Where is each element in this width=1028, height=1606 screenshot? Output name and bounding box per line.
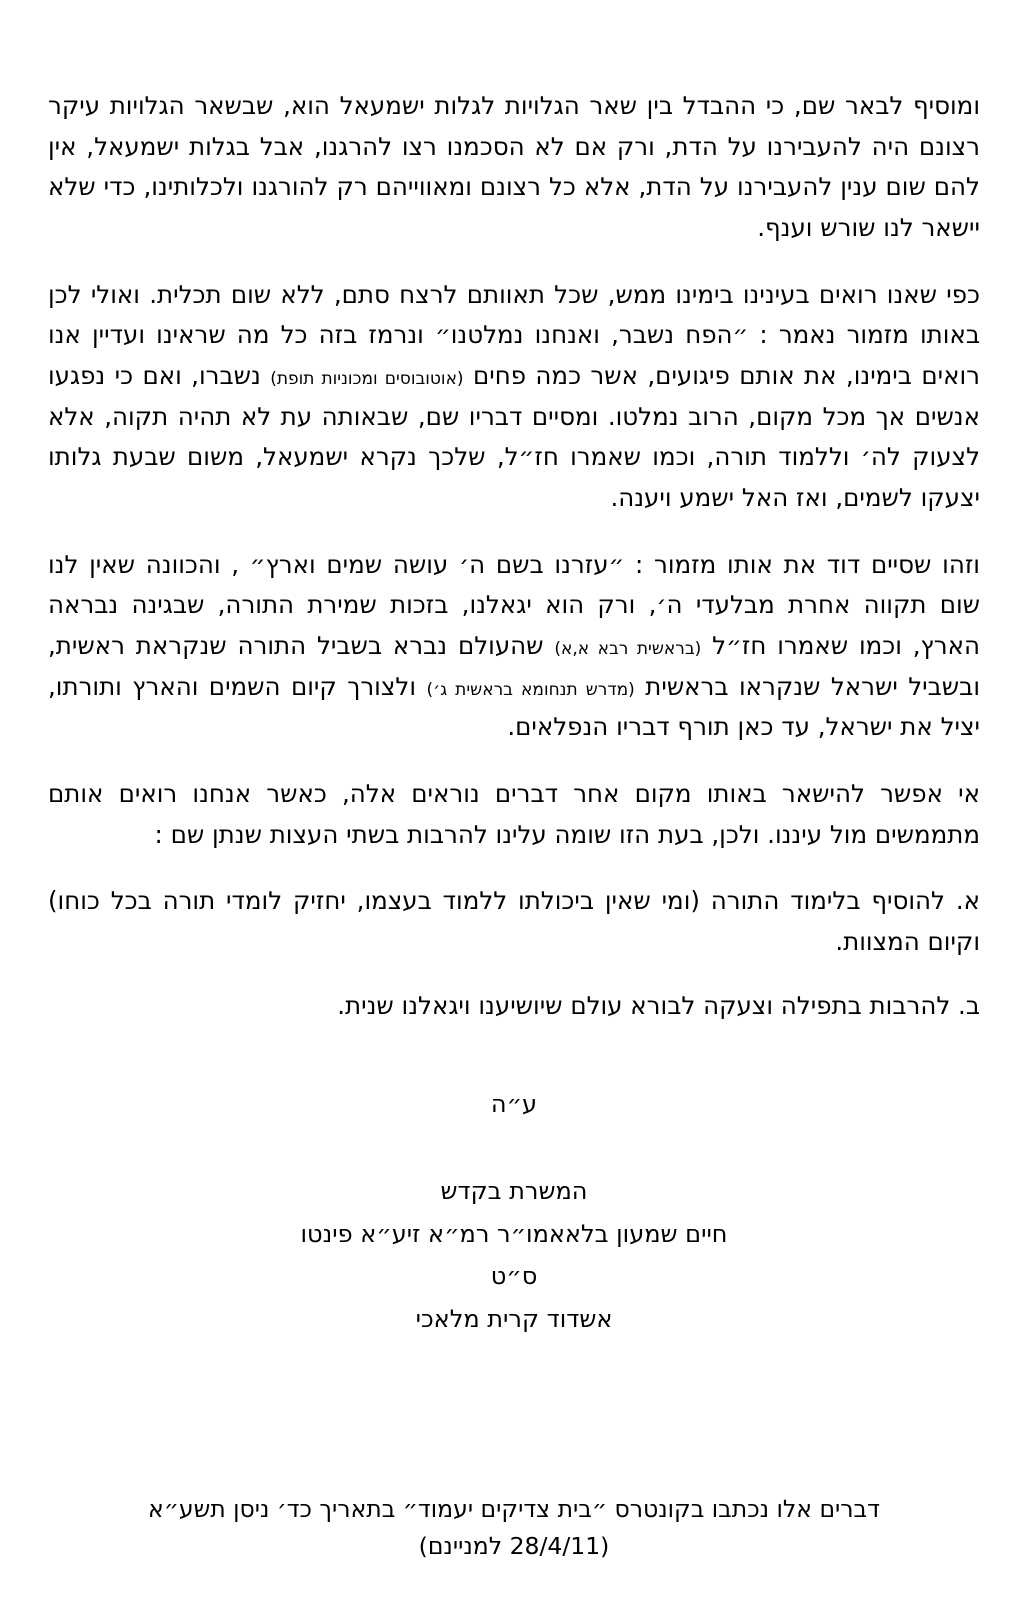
list-item-alef: א. להוסיף בלימוד התורה (ומי שאין ביכולתו ללמוד בעצמו, יחזיק לומדי תורה בכל כוחו) וקיום המצוות. [48, 886, 980, 956]
paragraph-2-part-a: כפי שאנו רואים בעינינו בימינו ממש, שכל תאוותם לרצח סתם, ללא שום תכלית. ואולי לכן באותו מזמור נאמר : ״הפח נשבר, ואנחנו נמלטנו״ ונרמז בזה כל מה שראינו ועדיין אנו רואים בימינו, את אותם פיגועים, אשר כמה פחים [48, 279, 980, 390]
paragraph-3-part-b: שהעולם נברא בשביל התורה שנקראת ראשית, ובשביל ישראל שנקראו בראשית [48, 630, 980, 701]
signature-block [48, 1083, 980, 1341]
signature-suffix: ס״ט [490, 1262, 538, 1291]
signature-name: חיים שמעון בלאאמו״ר רמ״א זיע״א פינטו [300, 1219, 728, 1248]
paragraph-3-source-note-2: (מדרש תנחומא בראשית ג׳) [426, 679, 635, 700]
document-body [48, 86, 980, 1027]
paragraph-2-inline-note: (אוטובוסים ומכוניות תופת) [270, 368, 464, 389]
paragraph-1: ומוסיף לבאר שם, כי ההבדל בין שאר הגלויות לגלות ישמעאל הוא, שבשאר הגלויות עיקר רצונם היה להעבירנו על הדת, ורק אם לא הסכמנו רצו להרגנו, אבל בגלות ישמעאל, אין להם שום ענין להעבירנו על הדת, אלא כל רצונם ומאווייהם רק להורגנו ולכלותינו, כדי שלא יישאר לנו שורש וענף. [48, 91, 980, 242]
paragraph-2 [48, 275, 980, 519]
list-item-bet: ב. להרבות בתפילה וצעקה לבורא עולם שיושיענו ויגאלנו שנית. [337, 991, 980, 1021]
paragraph-2-part-b: נשברו, ואם כי נפגעו אנשים אך מכל מקום, הרוב נמלטו. ומסיים דבריו שם, שבאותה עת לא תהיה תקוה, אלא לצעוק לה׳ וללמוד תורה, וכמו שאמרו חז״ל, שלכך נקרא ישמעאל, משום שבעת גלותו יצעקו לשמים, ואז האל ישמע ויענה. [48, 360, 980, 512]
paragraph-3-source-note-1: (בראשית רבא א,א) [554, 638, 702, 659]
paragraph-3 [48, 545, 980, 748]
signature-location: אשדוד קרית מלאכי [415, 1305, 613, 1333]
paragraph-4: אי אפשר להישאר באותו מקום אחר דברים נוראים אלה, כאשר אנחנו רואים אותם מתממשים מול עיננו. ולכן, בעת הזו שומה עלינו להרבות בשתי העצות שנתן שם : [48, 778, 980, 849]
paragraph-3-part-c: ולצורך קיום השמים והארץ ותורתו, יציל את ישראל, עד כאן תורף דבריו הנפלאים. [48, 671, 980, 742]
paragraph-3-part-a: וזהו שסיים דוד את אותו מזמור : ״עזרנו בשם ה׳ עושה שמים וארץ״ , והכוונה שאין לנו שום תקווה אחרת מבלעדי ה׳, ורק הוא יגאלנו, בזכות שמירת התורה, שבגינה נבראה הארץ, וכמו שאמרו חז״ל [48, 549, 980, 660]
signature-title: המשרת בקדש [440, 1176, 588, 1205]
footer-note-line-1: דברים אלו נכתבו בקונטרס ״בית צדיקים יעמוד״ בתאריך כד׳ ניסן תשע״א [148, 1494, 880, 1523]
footer-note [48, 1491, 980, 1566]
signature-abbreviation: ע״ה [490, 1090, 538, 1119]
footer-note-line-2: (28/4/11 למניינם) [418, 1532, 610, 1561]
